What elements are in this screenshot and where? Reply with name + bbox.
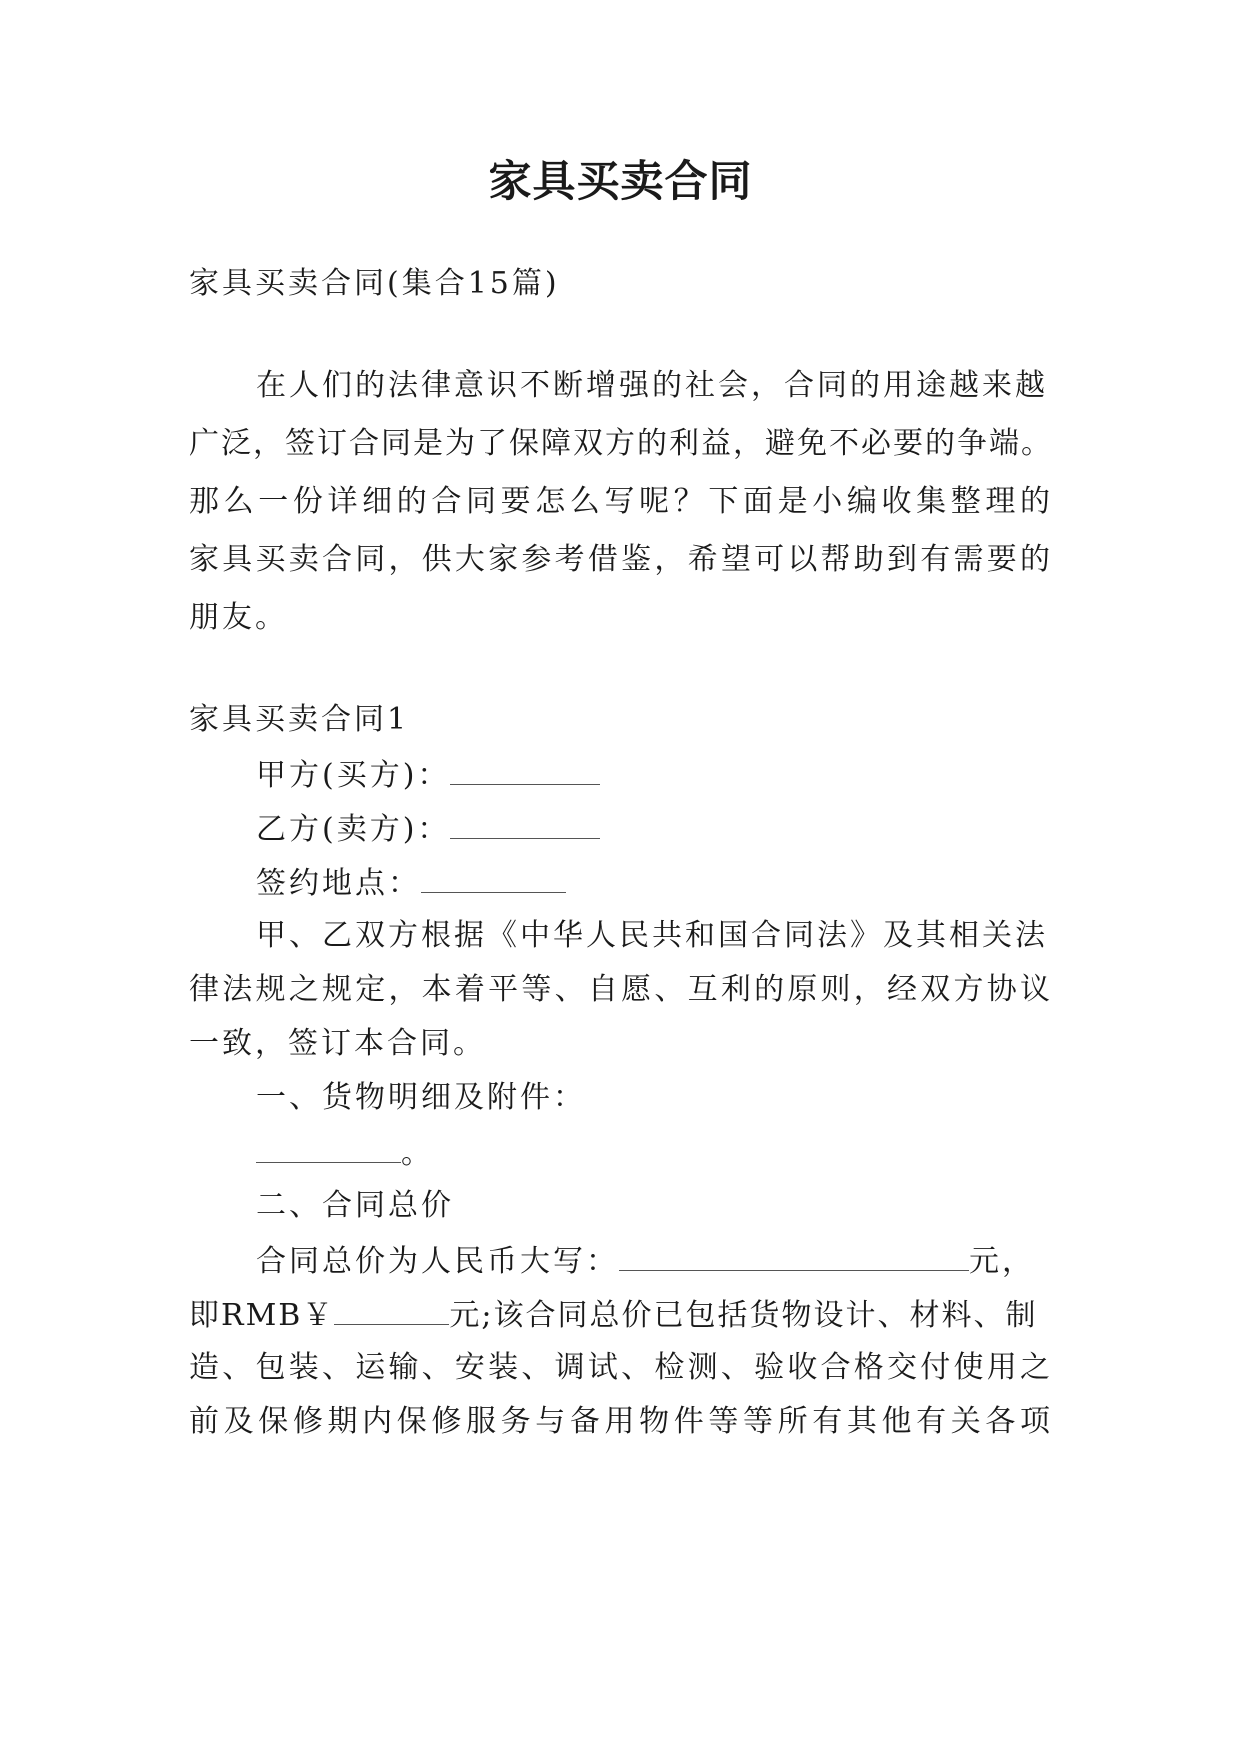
intro-line-4: 家具买卖合同，供大家参考借鉴，希望可以帮助到有需要的 bbox=[189, 542, 1052, 577]
price-line-2 bbox=[189, 1294, 1037, 1336]
section1-blank bbox=[256, 1132, 401, 1163]
price-line-1 bbox=[256, 1240, 1035, 1282]
intro-line-2: 广泛，签订合同是为了保障双方的利益，避免不必要的争端。 bbox=[189, 426, 1053, 461]
document-title: 家具买卖合同 bbox=[488, 157, 753, 207]
document-subtitle: 家具买卖合同(集合15篇) bbox=[189, 266, 560, 301]
price-rmb-blank bbox=[334, 1294, 449, 1325]
sign-place-label: 签约地点： bbox=[256, 866, 421, 901]
section1-end: 。 bbox=[401, 1136, 434, 1171]
section2-heading: 二、合同总价 bbox=[256, 1188, 454, 1223]
section1-row bbox=[256, 1132, 434, 1174]
party-b-blank bbox=[450, 808, 600, 839]
contract-heading: 家具买卖合同1 bbox=[189, 702, 410, 737]
intro-line-3: 那么一份详细的合同要怎么写呢？下面是小编收集整理的 bbox=[189, 484, 1052, 519]
section1-heading: 一、货物明细及附件： bbox=[256, 1080, 586, 1115]
sign-place-blank bbox=[421, 862, 566, 893]
intro-line-1: 在人们的法律意识不断增强的社会，合同的用途越来越 bbox=[256, 368, 1048, 403]
basis-line-1: 甲、乙双方根据《中华人民共和国合同法》及其相关法 bbox=[256, 918, 1048, 953]
price-line2-suffix: 元;该合同总价已包括货物设计、材料、制 bbox=[449, 1298, 1038, 1333]
basis-line-2: 律法规之规定，本着平等、自愿、互利的原则，经双方协议 bbox=[189, 972, 1052, 1007]
price-words-blank bbox=[619, 1240, 969, 1271]
basis-line-3: 一致，签订本合同。 bbox=[189, 1026, 486, 1061]
party-a-blank bbox=[450, 754, 600, 785]
sign-place-row bbox=[256, 862, 566, 904]
party-a-row bbox=[256, 754, 600, 796]
price-line1-suffix: 元， bbox=[969, 1244, 1035, 1279]
intro-line-5: 朋友。 bbox=[189, 600, 288, 635]
party-b-label: 乙方(卖方)： bbox=[256, 812, 451, 847]
price-line-3: 造、包装、运输、安装、调试、检测、验收合格交付使用之 bbox=[189, 1350, 1052, 1385]
price-rmb-prefix: 即RMB￥ bbox=[189, 1298, 335, 1333]
party-b-row bbox=[256, 808, 600, 850]
price-label: 合同总价为人民币大写： bbox=[256, 1244, 619, 1279]
party-a-label: 甲方(买方)： bbox=[256, 758, 451, 793]
price-line-4: 前及保修期内保修服务与备用物件等等所有其他有关各项 bbox=[189, 1404, 1052, 1439]
